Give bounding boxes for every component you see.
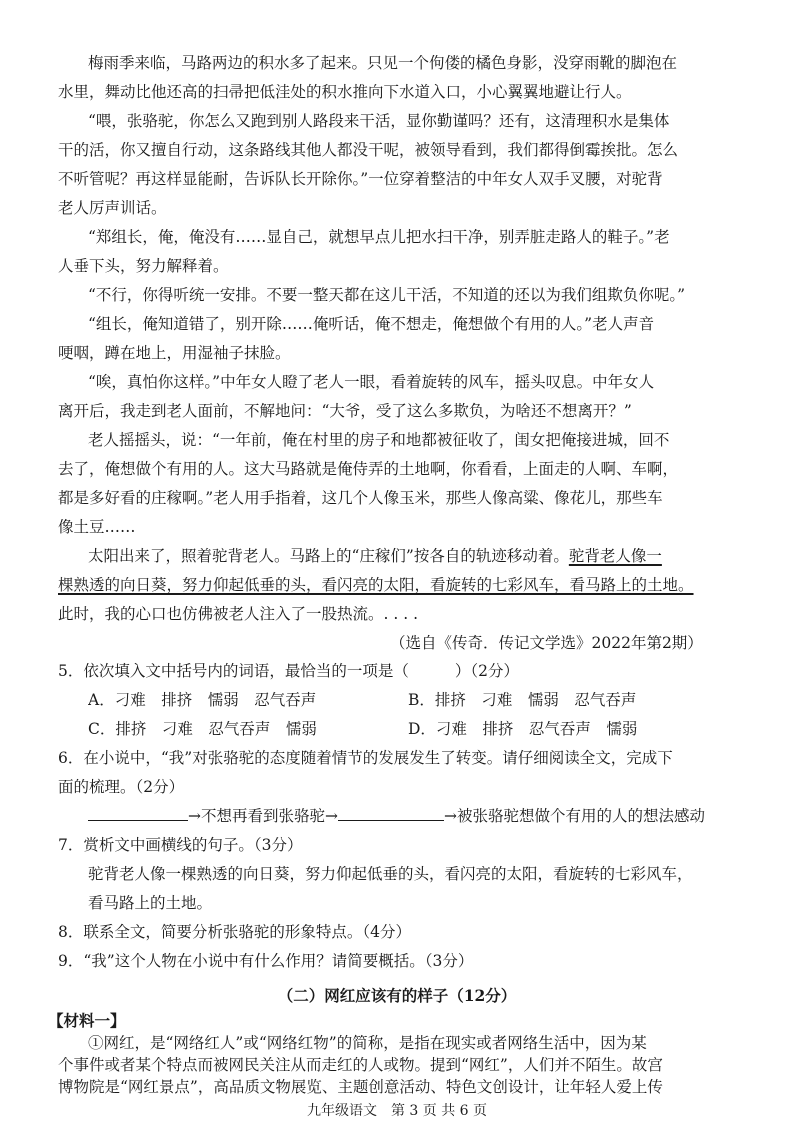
underlined-sentence: 棵熟透的向日葵，努力仰起低垂的头，看闪亮的太阳，看旋转的七彩风车，看马路上的土地。 (58, 576, 694, 594)
material-line: 博物院是“网红景点”，高品质文物展览、主题创意活动、特色文创设计，让年轻人爱上传 (58, 1078, 663, 1096)
page-footer: 九年级语文 第 3 页 共 6 页 (306, 1103, 488, 1119)
source-citation: （选自《传奇．传记文学选》2022年第2期） (390, 634, 703, 652)
answer-blank[interactable] (338, 805, 444, 821)
story-line: 梅雨季来临，马路两边的积水多了起来。只见一个佝偻的橘色身影，没穿雨靴的脚泡在 (88, 54, 678, 72)
question-8: 8．联系全文，简要分析张骆驼的形象特点。（4分） (58, 923, 411, 941)
story-line: 离开后，我走到老人面前，不解地问：“大爷，受了这么多欺负，为啥还不想离开？” (58, 402, 632, 420)
story-text: 太阳出来了，照着驼背老人。马路上的“庄稼们”按各自的轨迹移动着。 (88, 547, 569, 565)
underlined-sentence: 驼背老人像一 (568, 547, 662, 565)
story-line: 都是多好看的庄稼啊。”老人用手指着，这几个人像玉米，那些人像高粱、像花儿，那些车 (58, 489, 663, 507)
story-line: “郑组长，俺，俺没有……显自己，就想早点儿把水扫干净，别弄脏走路人的鞋子。”老 (88, 228, 670, 246)
question-9: 9．“我”这个人物在小说中有什么作用？请简要概括。（3分） (58, 952, 474, 970)
option-b: B．排挤 刁难 懦弱 忍气吞声 (408, 691, 637, 709)
story-line: “喂，张骆驼，你怎么又跑到别人路段来干活，显你勤谨吗？还有，这清理积水是集体 (88, 112, 670, 130)
story-line: 哽咽，蹲在地上，用湿袖子抹脸。 (58, 344, 291, 362)
option-c: C．排挤 刁难 忍气吞声 懦弱 (88, 720, 317, 738)
material-line: ①网红，是“网络红人”或“网络红物”的简称，是指在现实或者网络生活中，因为某 (88, 1034, 647, 1052)
story-line: 老人摇摇头，说：“一年前，俺在村里的房子和地都被征收了，闺女把俺接进城，回不 (88, 431, 670, 449)
question-6: 6．在小说中，“我”对张骆驼的态度随着情节的发展发生了转变。请仔细阅读全文，完成下 (58, 749, 673, 767)
story-line: 像土豆…… (58, 518, 136, 536)
story-line (58, 574, 718, 596)
question-6-flow: →不想再看到张骆驼→ →被张骆驼想做个有用的人的想法感动 (88, 805, 728, 827)
option-a: A．刁难 排挤 懦弱 忍气吞声 (88, 691, 317, 709)
story-line: 不听管呢？再这样显能耐，告诉队长开除你。”一位穿着整洁的中年女人双手叉腰，对驼背 (58, 170, 663, 188)
story-line: “不行，你得听统一安排。不要一整天都在这儿干活，不知道的还以为我们组欺负你呢。” (88, 286, 686, 304)
story-line: 去了，俺想做个有用的人。这大马路就是俺侍弄的土地啊，你看看，上面走的人啊、车啊， (58, 460, 679, 478)
section-title: （二）网红应该有的样子（12分） (277, 986, 517, 1005)
question-7: 7．赏析文中画横线的句子。（3分） (58, 836, 303, 854)
story-line (88, 545, 718, 567)
story-line: 人垂下头，努力解释着。 (58, 257, 229, 275)
question-7-quote: 驼背老人像一棵熟透的向日葵，努力仰起低垂的头，看闪亮的太阳，看旋转的七彩风车， (88, 865, 693, 883)
story-line: 老人厉声训话。 (58, 199, 167, 217)
story-line: “唉，真怕你这样。”中年女人瞪了老人一眼，看着旋转的风车，摇头叹息。中年女人 (88, 373, 655, 391)
story-line: “组长，俺知道错了，别开除……俺听话，俺不想走，俺想做个有用的人。”老人声音 (88, 315, 655, 333)
story-line: 此时，我的心口也仿佛被老人注入了一股热流。. . . . (58, 605, 418, 623)
story-line: 干的活，你又擅自行动，这条路线其他人都没干呢，被领导看到，我们都得倒霉挨批。怎么 (58, 141, 679, 159)
material-label: 【材料一】 (48, 1011, 126, 1030)
option-d: D．刁难 排挤 忍气吞声 懦弱 (408, 720, 638, 738)
material-line: 个事件或者某个特点而被网民关注从而走红的人或物。提到“网红”，人们并不陌生。故宫 (58, 1056, 663, 1074)
question-6-cont: 面的梳理。（2分） (58, 778, 185, 796)
answer-blank[interactable] (88, 805, 188, 821)
question-7-quote: 看马路上的土地。 (88, 894, 213, 912)
story-line: 水里，舞动比他还高的扫帚把低洼处的积水推向下水道入口，小心翼翼地避让行人。 (58, 83, 632, 101)
question-5: 5．依次填入文中括号内的词语，最恰当的一项是（ ）（2分） (58, 662, 519, 680)
